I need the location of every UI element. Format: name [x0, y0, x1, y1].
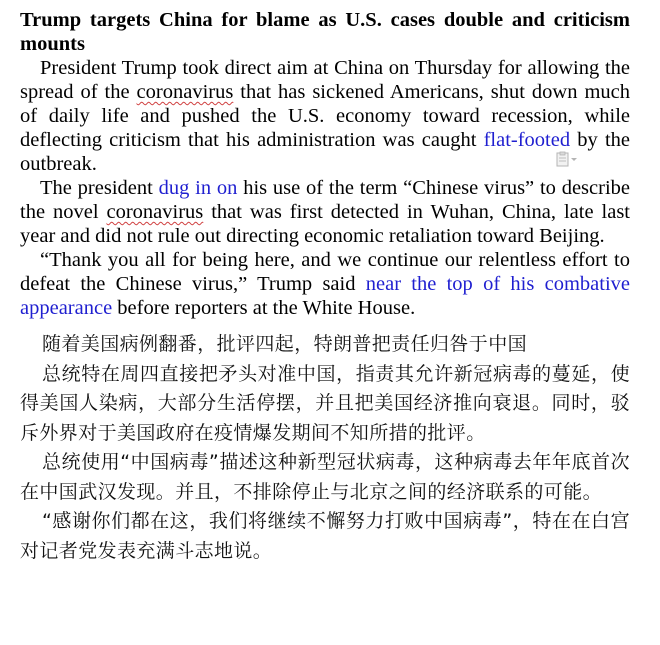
text-run: The president [40, 177, 159, 199]
translation-paragraph-2: 总统使用“中国病毒”描述这种新型冠状病毒，这种病毒去年年底首次在中国武汉发现。并且，不排除停止与北京之间的经济联系的可能。 [20, 451, 630, 503]
spellcheck-word[interactable]: coronavirus [136, 81, 234, 103]
paste-options-icon[interactable] [555, 151, 579, 167]
text-run: President Trump took direct aim at China on Thursday for allowing the spread of the [20, 57, 630, 103]
text-run: by the outbreak. [20, 129, 630, 175]
hyperlink-near-the-top[interactable]: near the top of his combative appearance [20, 273, 631, 319]
article-paragraph-2 [20, 176, 630, 248]
hyperlink-flat-footed[interactable]: flat-footed [483, 129, 571, 151]
translation-paragraph-3: “感谢你们都在这，我们将继续不懈努力打败中国病毒”，特在在白宫对记者党发表充满斗志地说。 [20, 510, 630, 562]
document-body[interactable] [20, 8, 630, 566]
translation-title: 随着美国病例翻番，批评四起，特朗普把责任归咎于中国 [42, 333, 528, 355]
spellcheck-word[interactable]: coronavirus [106, 201, 204, 223]
article-paragraph-1 [20, 56, 630, 176]
text-run: that has sickened Americans, shut down much of daily life and pushed the U.S. economy toward recession, while deflecting criticism that his administration was caught [20, 81, 630, 151]
translation-paragraph-1: 总统特在周四直接把矛头对准中国，指责其允许新冠病毒的蔓延，使得美国人染病，大部分生活停摆，并且把美国经济推向衰退。同时，驳斥外界对于美国政府在疫情爆发期间不知所措的批评。 [20, 362, 630, 444]
text-run: “Thank you all for being here, and we continue our relentless effort to defeat the Chinese virus,” Trump said [20, 249, 630, 295]
text-run: before reporters at the White House. [112, 297, 416, 319]
text-run: that was first detected in Wuhan, China, late last year and did not rule out directing economic retaliation toward Beijing. [20, 201, 630, 247]
clipboard-icon [555, 151, 579, 167]
hyperlink-dug-in-on[interactable]: dug in on [158, 177, 238, 199]
text-run: his use of the term “Chinese virus” to describe the novel [20, 177, 630, 223]
article-paragraph-3 [20, 248, 630, 320]
article-title: Trump targets China for blame as U.S. cases double and criticism mounts [20, 9, 630, 55]
